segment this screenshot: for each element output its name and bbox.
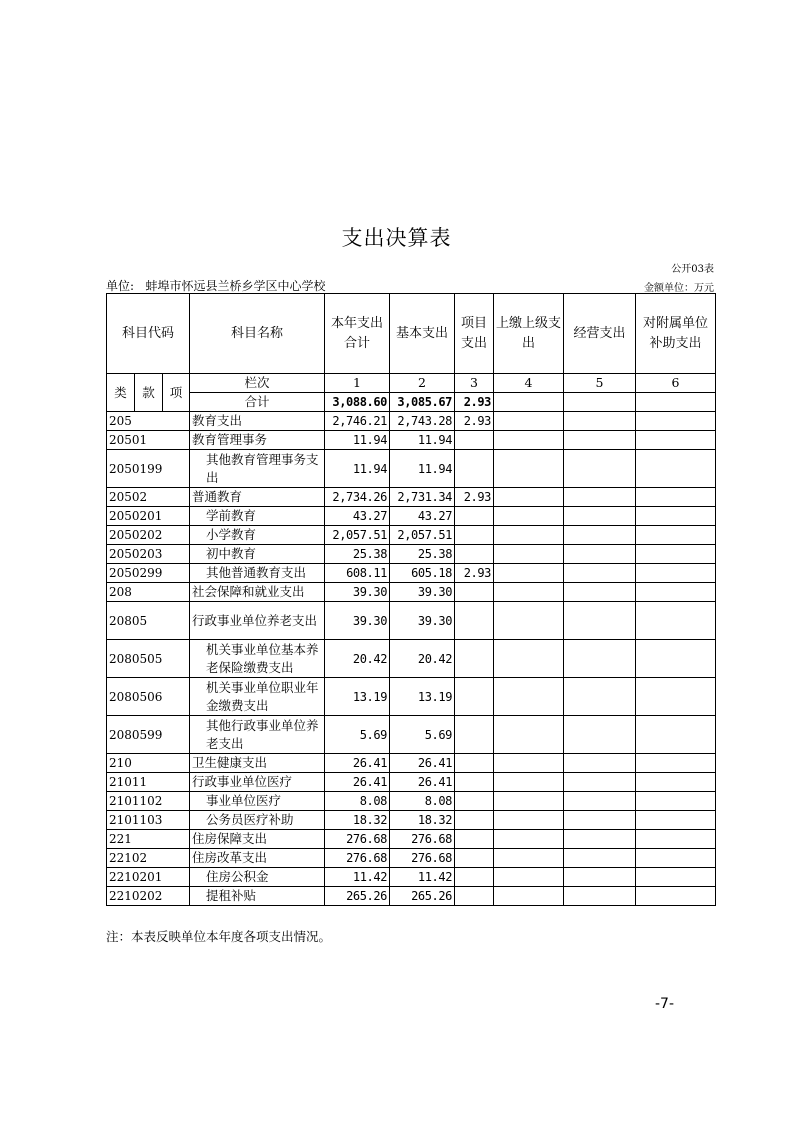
header-business: 经营支出 bbox=[564, 294, 636, 374]
unit-line bbox=[106, 277, 326, 294]
row-upper bbox=[494, 754, 564, 773]
col-index-4: 4 bbox=[494, 374, 564, 393]
table-row bbox=[107, 640, 716, 678]
row-upper bbox=[494, 640, 564, 678]
row-code: 2050203 bbox=[107, 545, 190, 564]
row-project bbox=[455, 526, 494, 545]
unit-label: 单位: bbox=[106, 279, 135, 293]
row-total: 25.38 bbox=[325, 545, 390, 564]
row-business bbox=[564, 583, 636, 602]
row-project bbox=[455, 773, 494, 792]
total-basic: 3,085.67 bbox=[390, 393, 455, 412]
row-basic: 11.94 bbox=[390, 450, 455, 488]
col-index-5: 5 bbox=[564, 374, 636, 393]
row-upper bbox=[494, 849, 564, 868]
row-subsidy bbox=[636, 507, 716, 526]
row-total: 608.11 bbox=[325, 564, 390, 583]
row-subsidy bbox=[636, 602, 716, 640]
row-name: 公务员医疗补助 bbox=[190, 811, 325, 830]
total-amount: 3,088.60 bbox=[325, 393, 390, 412]
row-subsidy bbox=[636, 830, 716, 849]
table-row bbox=[107, 507, 716, 526]
row-business bbox=[564, 450, 636, 488]
row-basic: 20.42 bbox=[390, 640, 455, 678]
page-title: 支出决算表 bbox=[341, 226, 452, 250]
row-total: 5.69 bbox=[325, 716, 390, 754]
row-project bbox=[455, 849, 494, 868]
row-subsidy bbox=[636, 792, 716, 811]
row-project bbox=[455, 716, 494, 754]
row-basic: 2,731.34 bbox=[390, 488, 455, 507]
table-row bbox=[107, 773, 716, 792]
row-subsidy bbox=[636, 412, 716, 431]
row-project bbox=[455, 887, 494, 906]
row-upper bbox=[494, 868, 564, 887]
row-code: 208 bbox=[107, 583, 190, 602]
row-name: 教育管理事务 bbox=[190, 431, 325, 450]
total-project: 2.93 bbox=[455, 393, 494, 412]
row-basic: 26.41 bbox=[390, 773, 455, 792]
row-subsidy bbox=[636, 868, 716, 887]
row-project bbox=[455, 640, 494, 678]
row-name: 机关事业单位职业年金缴费支出 bbox=[190, 678, 325, 716]
row-subsidy bbox=[636, 849, 716, 868]
row-business bbox=[564, 412, 636, 431]
row-business bbox=[564, 754, 636, 773]
table-row bbox=[107, 602, 716, 640]
row-name: 机关事业单位基本养老保险缴费支出 bbox=[190, 640, 325, 678]
table-row bbox=[107, 412, 716, 431]
row-code: 2080505 bbox=[107, 640, 190, 678]
row-project: 2.93 bbox=[455, 564, 494, 583]
row-name: 教育支出 bbox=[190, 412, 325, 431]
row-business bbox=[564, 811, 636, 830]
header-project: 项目支出 bbox=[455, 294, 494, 374]
row-total: 265.26 bbox=[325, 887, 390, 906]
row-code: 2101102 bbox=[107, 792, 190, 811]
table-row bbox=[107, 811, 716, 830]
row-business bbox=[564, 868, 636, 887]
row-business bbox=[564, 431, 636, 450]
row-basic: 605.18 bbox=[390, 564, 455, 583]
row-basic: 13.19 bbox=[390, 678, 455, 716]
row-upper bbox=[494, 431, 564, 450]
row-subsidy bbox=[636, 640, 716, 678]
row-subsidy bbox=[636, 450, 716, 488]
row-subsidy bbox=[636, 678, 716, 716]
row-project bbox=[455, 450, 494, 488]
table-row bbox=[107, 450, 716, 488]
row-total: 20.42 bbox=[325, 640, 390, 678]
row-name: 其他行政事业单位养老支出 bbox=[190, 716, 325, 754]
row-subsidy bbox=[636, 583, 716, 602]
row-upper bbox=[494, 887, 564, 906]
row-upper bbox=[494, 412, 564, 431]
row-code: 21011 bbox=[107, 773, 190, 792]
row-basic: 26.41 bbox=[390, 754, 455, 773]
row-project: 2.93 bbox=[455, 412, 494, 431]
row-name: 行政事业单位医疗 bbox=[190, 773, 325, 792]
row-upper bbox=[494, 583, 564, 602]
row-subsidy bbox=[636, 526, 716, 545]
table-row bbox=[107, 678, 716, 716]
row-upper bbox=[494, 773, 564, 792]
row-upper bbox=[494, 507, 564, 526]
row-upper bbox=[494, 545, 564, 564]
row-upper bbox=[494, 716, 564, 754]
row-upper bbox=[494, 602, 564, 640]
row-code: 2050201 bbox=[107, 507, 190, 526]
row-total: 43.27 bbox=[325, 507, 390, 526]
row-business bbox=[564, 887, 636, 906]
header-name: 科目名称 bbox=[190, 294, 325, 374]
row-code: 221 bbox=[107, 830, 190, 849]
row-business bbox=[564, 830, 636, 849]
row-basic: 5.69 bbox=[390, 716, 455, 754]
row-name: 社会保障和就业支出 bbox=[190, 583, 325, 602]
row-business bbox=[564, 564, 636, 583]
row-project bbox=[455, 431, 494, 450]
header-subsidy: 对附属单位补助支出 bbox=[636, 294, 716, 374]
row-business bbox=[564, 792, 636, 811]
table-row bbox=[107, 583, 716, 602]
row-subsidy bbox=[636, 488, 716, 507]
row-code: 22102 bbox=[107, 849, 190, 868]
row-basic: 276.68 bbox=[390, 849, 455, 868]
row-business bbox=[564, 678, 636, 716]
row-total: 8.08 bbox=[325, 792, 390, 811]
row-subsidy bbox=[636, 811, 716, 830]
row-subsidy bbox=[636, 431, 716, 450]
total-row bbox=[107, 393, 716, 412]
table-row bbox=[107, 887, 716, 906]
row-business bbox=[564, 545, 636, 564]
row-upper bbox=[494, 811, 564, 830]
row-upper bbox=[494, 564, 564, 583]
total-business bbox=[564, 393, 636, 412]
table-row bbox=[107, 830, 716, 849]
row-subsidy bbox=[636, 754, 716, 773]
table-row bbox=[107, 431, 716, 450]
row-project bbox=[455, 583, 494, 602]
row-business bbox=[564, 773, 636, 792]
row-subsidy bbox=[636, 716, 716, 754]
row-basic: 2,057.51 bbox=[390, 526, 455, 545]
row-total: 11.94 bbox=[325, 450, 390, 488]
row-name: 学前教育 bbox=[190, 507, 325, 526]
row-name: 其他教育管理事务支出 bbox=[190, 450, 325, 488]
header-xiang: 项 bbox=[163, 374, 190, 412]
table-row bbox=[107, 792, 716, 811]
row-project bbox=[455, 678, 494, 716]
header-total: 本年支出合计 bbox=[325, 294, 390, 374]
row-code: 210 bbox=[107, 754, 190, 773]
row-code: 205 bbox=[107, 412, 190, 431]
row-total: 39.30 bbox=[325, 583, 390, 602]
row-total: 2,746.21 bbox=[325, 412, 390, 431]
row-name: 提租补贴 bbox=[190, 887, 325, 906]
row-total: 276.68 bbox=[325, 849, 390, 868]
row-name: 初中教育 bbox=[190, 545, 325, 564]
row-code: 20502 bbox=[107, 488, 190, 507]
row-name: 卫生健康支出 bbox=[190, 754, 325, 773]
expenditure-table bbox=[106, 293, 716, 906]
row-basic: 11.42 bbox=[390, 868, 455, 887]
row-upper bbox=[494, 450, 564, 488]
row-business bbox=[564, 488, 636, 507]
row-name: 住房改革支出 bbox=[190, 849, 325, 868]
form-number: 公开03表 bbox=[671, 264, 714, 275]
row-business bbox=[564, 507, 636, 526]
row-basic: 11.94 bbox=[390, 431, 455, 450]
row-upper bbox=[494, 678, 564, 716]
row-business bbox=[564, 849, 636, 868]
row-code: 2080506 bbox=[107, 678, 190, 716]
row-name: 小学教育 bbox=[190, 526, 325, 545]
row-total: 2,057.51 bbox=[325, 526, 390, 545]
amount-unit: 金额单位：万元 bbox=[644, 283, 714, 294]
row-business bbox=[564, 526, 636, 545]
row-business bbox=[564, 602, 636, 640]
row-name: 住房保障支出 bbox=[190, 830, 325, 849]
row-total: 2,734.26 bbox=[325, 488, 390, 507]
col-index-1: 1 bbox=[325, 374, 390, 393]
row-code: 2050202 bbox=[107, 526, 190, 545]
row-project bbox=[455, 545, 494, 564]
row-subsidy bbox=[636, 887, 716, 906]
row-total: 26.41 bbox=[325, 754, 390, 773]
row-total: 276.68 bbox=[325, 830, 390, 849]
unit-name: 蚌埠市怀远县兰桥乡学区中心学校 bbox=[145, 279, 326, 293]
row-total: 18.32 bbox=[325, 811, 390, 830]
header-upper: 上缴上级支出 bbox=[494, 294, 564, 374]
row-basic: 25.38 bbox=[390, 545, 455, 564]
table-row bbox=[107, 564, 716, 583]
table-row bbox=[107, 526, 716, 545]
header-kuan: 款 bbox=[135, 374, 163, 412]
row-project: 2.93 bbox=[455, 488, 494, 507]
table-row bbox=[107, 716, 716, 754]
row-project bbox=[455, 868, 494, 887]
row-basic: 43.27 bbox=[390, 507, 455, 526]
row-business bbox=[564, 640, 636, 678]
row-subsidy bbox=[636, 773, 716, 792]
index-row bbox=[107, 374, 716, 393]
header-basic: 基本支出 bbox=[390, 294, 455, 374]
row-name: 行政事业单位养老支出 bbox=[190, 602, 325, 640]
total-subsidy bbox=[636, 393, 716, 412]
row-upper bbox=[494, 830, 564, 849]
row-code: 2080599 bbox=[107, 716, 190, 754]
row-code: 2050299 bbox=[107, 564, 190, 583]
col-index-6: 6 bbox=[636, 374, 716, 393]
col-index-2: 2 bbox=[390, 374, 455, 393]
row-name: 普通教育 bbox=[190, 488, 325, 507]
header-lei: 类 bbox=[107, 374, 135, 412]
row-basic: 2,743.28 bbox=[390, 412, 455, 431]
row-name: 其他普通教育支出 bbox=[190, 564, 325, 583]
header-code: 科目代码 bbox=[107, 294, 190, 374]
row-code: 2210202 bbox=[107, 887, 190, 906]
row-project bbox=[455, 507, 494, 526]
row-subsidy bbox=[636, 564, 716, 583]
row-total: 39.30 bbox=[325, 602, 390, 640]
row-name: 事业单位医疗 bbox=[190, 792, 325, 811]
row-subsidy bbox=[636, 545, 716, 564]
row-project bbox=[455, 754, 494, 773]
row-code: 20501 bbox=[107, 431, 190, 450]
header-row bbox=[107, 294, 716, 374]
total-upper bbox=[494, 393, 564, 412]
page-number: -7- bbox=[655, 996, 675, 1012]
row-basic: 276.68 bbox=[390, 830, 455, 849]
table-row bbox=[107, 849, 716, 868]
row-total: 11.94 bbox=[325, 431, 390, 450]
row-basic: 39.30 bbox=[390, 602, 455, 640]
row-project bbox=[455, 811, 494, 830]
row-code: 2210201 bbox=[107, 868, 190, 887]
row-upper bbox=[494, 792, 564, 811]
table-row bbox=[107, 754, 716, 773]
row-code: 2101103 bbox=[107, 811, 190, 830]
row-code: 20805 bbox=[107, 602, 190, 640]
table-row bbox=[107, 488, 716, 507]
row-basic: 8.08 bbox=[390, 792, 455, 811]
row-code: 2050199 bbox=[107, 450, 190, 488]
row-project bbox=[455, 602, 494, 640]
row-upper bbox=[494, 526, 564, 545]
row-basic: 265.26 bbox=[390, 887, 455, 906]
row-total: 13.19 bbox=[325, 678, 390, 716]
col-index-3: 3 bbox=[455, 374, 494, 393]
row-project bbox=[455, 830, 494, 849]
table-row bbox=[107, 868, 716, 887]
row-business bbox=[564, 716, 636, 754]
footnote: 注：本表反映单位本年度各项支出情况。 bbox=[106, 929, 332, 944]
row-total: 11.42 bbox=[325, 868, 390, 887]
row-basic: 39.30 bbox=[390, 583, 455, 602]
table-row bbox=[107, 545, 716, 564]
header-lanci: 栏次 bbox=[190, 374, 325, 393]
row-basic: 18.32 bbox=[390, 811, 455, 830]
row-upper bbox=[494, 488, 564, 507]
row-total: 26.41 bbox=[325, 773, 390, 792]
row-project bbox=[455, 792, 494, 811]
total-label: 合计 bbox=[190, 393, 325, 412]
row-name: 住房公积金 bbox=[190, 868, 325, 887]
